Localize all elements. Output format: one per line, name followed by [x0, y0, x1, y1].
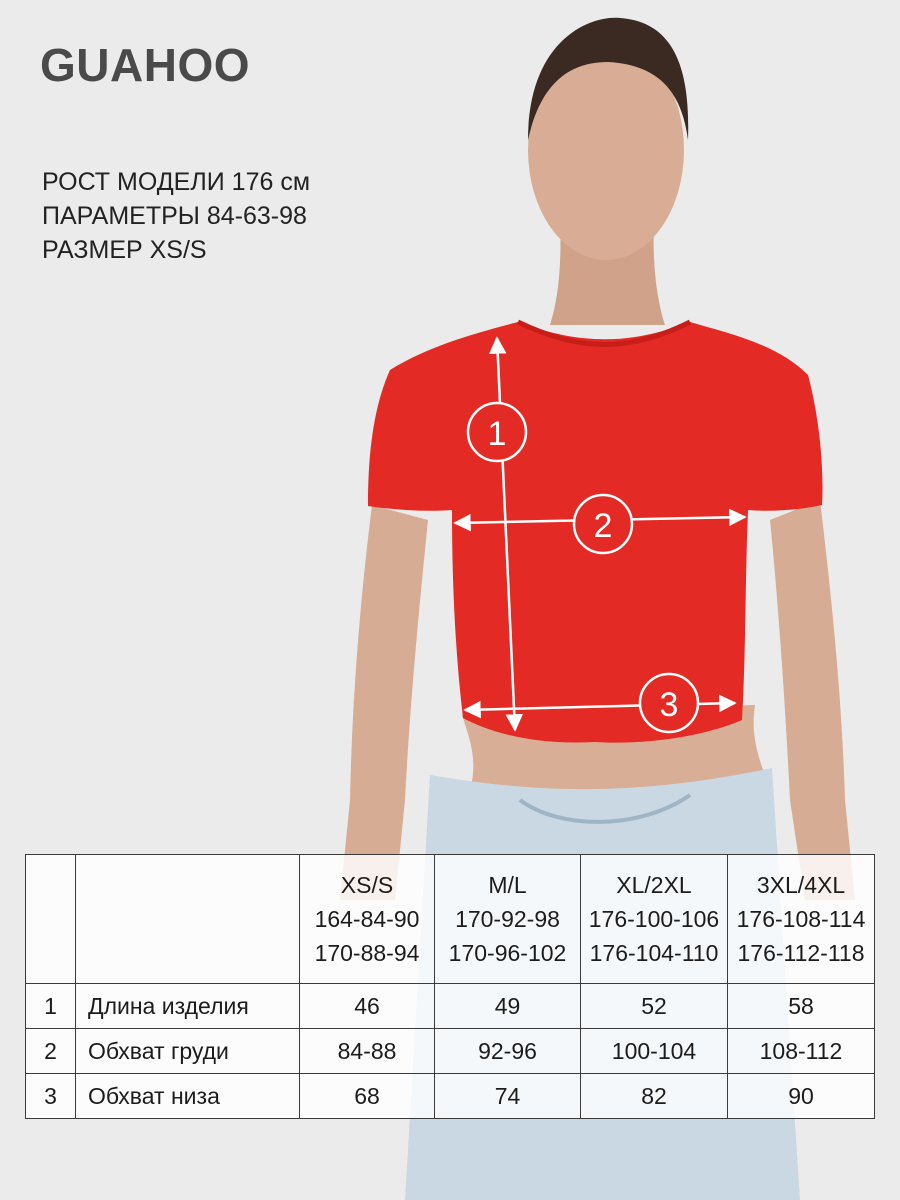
size-range: 170-92-98 — [455, 906, 560, 932]
row-number: 1 — [26, 984, 76, 1029]
model-height: РОСТ МОДЕЛИ 176 см — [42, 168, 311, 196]
measurement-value: 49 — [435, 984, 581, 1029]
size-label: XS/S — [340, 872, 394, 898]
measurement-name: Длина изделия — [76, 984, 300, 1029]
marker-1: 1 — [487, 415, 507, 453]
size-chart-table — [25, 854, 875, 1119]
size-header-cell — [435, 855, 581, 984]
measurement-name: Обхват груди — [76, 1029, 300, 1074]
model-size: РАЗМЕР XS/S — [42, 236, 207, 264]
measurement-value: 90 — [728, 1074, 875, 1119]
size-range: 170-88-94 — [314, 940, 420, 966]
measurement-value: 82 — [581, 1074, 728, 1119]
marker-3: 3 — [659, 686, 679, 724]
size-range: 176-104-110 — [589, 940, 719, 966]
model-measurements: ПАРАМЕТРЫ 84-63-98 — [42, 202, 307, 230]
size-label: M/L — [488, 872, 527, 898]
size-range: 176-112-118 — [737, 940, 865, 966]
measurement-value: 108-112 — [728, 1029, 875, 1074]
row-number: 3 — [26, 1074, 76, 1119]
header-empty-cell — [76, 855, 300, 984]
size-header-cell — [581, 855, 728, 984]
measurement-name: Обхват низа — [76, 1074, 300, 1119]
row-number: 2 — [26, 1029, 76, 1074]
size-range: 176-100-106 — [588, 906, 720, 932]
size-range: 176-108-114 — [736, 906, 866, 932]
right-arm — [770, 500, 855, 900]
size-header-cell — [728, 855, 875, 984]
size-range: 170-96-102 — [448, 940, 567, 966]
table-row — [26, 1074, 875, 1119]
header-empty-cell — [26, 855, 76, 984]
size-range: 164-84-90 — [314, 906, 420, 932]
size-label: 3XL/4XL — [756, 872, 846, 898]
marker-2: 2 — [593, 507, 613, 545]
size-header-cell — [300, 855, 435, 984]
measurement-value: 92-96 — [435, 1029, 581, 1074]
brand-logo: GUAHOO — [40, 39, 250, 91]
measurement-value: 46 — [300, 984, 435, 1029]
left-arm — [340, 505, 428, 900]
size-header-row — [26, 855, 875, 984]
measurement-value: 58 — [728, 984, 875, 1029]
table-row — [26, 984, 875, 1029]
table-row — [26, 1029, 875, 1074]
size-label: XL/2XL — [616, 872, 692, 898]
measurement-value: 68 — [300, 1074, 435, 1119]
measurement-value: 74 — [435, 1074, 581, 1119]
measurement-value: 84-88 — [300, 1029, 435, 1074]
measurement-value: 100-104 — [581, 1029, 728, 1074]
measurement-value: 52 — [581, 984, 728, 1029]
